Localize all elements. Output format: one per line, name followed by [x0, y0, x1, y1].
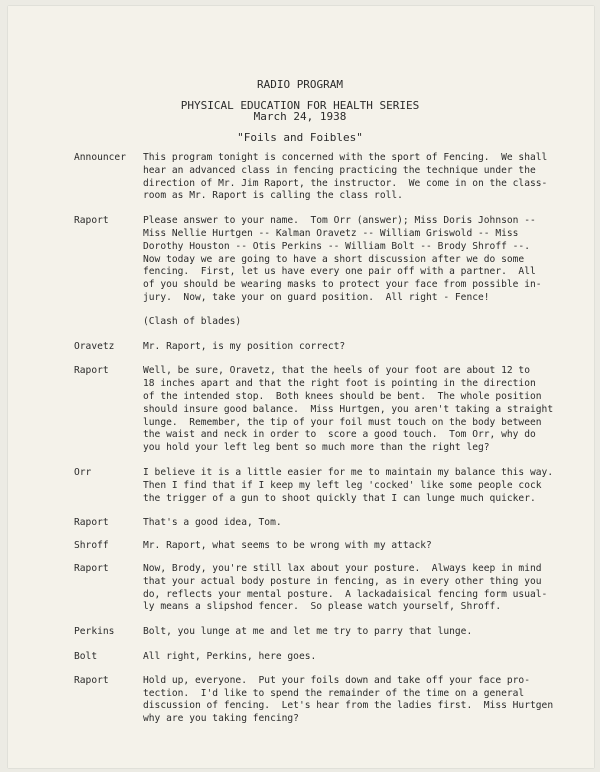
dialogue-text	[143, 651, 588, 664]
dialogue-line: room as Mr. Raport is calling the class roll.	[143, 190, 403, 202]
dialogue-line: Miss Nellie Hurtgen -- Kalman Oravetz -- William Griswold -- Miss	[143, 227, 519, 239]
dialogue-line: discussion of fencing. Let's hear from the ladies first. Miss Hurtgen	[143, 700, 554, 712]
dialogue-line: Then I find that if I keep my left leg 'cocked' like some people cock	[143, 479, 542, 491]
speaker-name: Raport	[74, 215, 109, 227]
dialogue-line: Now, Brody, you're still lax about your posture. Always keep in mind	[143, 562, 542, 574]
dialogue-line: that your actual body posture in fencing, as in every other thing you	[143, 575, 542, 587]
dialogue-line: Now today we are going to have a short discussion after we do some	[143, 253, 525, 265]
dialogue-text	[143, 316, 588, 329]
dialogue-line: why are you taking fencing?	[143, 713, 299, 725]
speaker-name: Raport	[74, 517, 109, 529]
dialogue-line: 18 inches apart and that the right foot is pointing in the direction	[143, 378, 536, 390]
dialogue-text	[143, 517, 588, 530]
dialogue-line: Bolt, you lunge at me and let me try to parry that lunge.	[143, 626, 473, 638]
dialogue-line: ly means a slipshod fencer. So please watch yourself, Shroff.	[143, 601, 502, 613]
dialogue-line: of you should be wearing masks to protect your face from possible in-	[143, 279, 542, 291]
dialogue-line: should insure good balance. Miss Hurtgen, you aren't taking a straight	[143, 403, 554, 415]
dialogue-line: you hold your left leg bent so much more than the right leg?	[143, 442, 490, 454]
dialogue-entry	[0, 651, 600, 664]
dialogue-line: direction of Mr. Jim Raport, the instructor. We come in on the class-	[143, 177, 548, 189]
dialogue-entry	[0, 563, 600, 614]
dialogue-line: lunge. Remember, the tip of your foil must touch on the body between	[143, 416, 542, 428]
dialogue-line: This program tonight is concerned with the sport of Fencing. We shall	[143, 152, 548, 163]
script-body	[0, 152, 600, 738]
dialogue-entry	[0, 467, 600, 505]
dialogue-line: Mr. Raport, is my position correct?	[143, 340, 346, 352]
speaker-name: Announcer	[74, 152, 126, 163]
dialogue-text	[143, 365, 588, 455]
dialogue-line: All right, Perkins, here goes.	[143, 650, 317, 662]
dialogue-entry	[0, 626, 600, 639]
dialogue-entry	[0, 316, 600, 329]
dialogue-entry	[0, 215, 600, 305]
dialogue-line: Dorothy Houston -- Otis Perkins -- William Bolt -- Brody Shroff --.	[143, 240, 530, 252]
dialogue-text	[143, 215, 588, 305]
dialogue-entry	[0, 675, 600, 726]
dialogue-text	[143, 675, 588, 726]
dialogue-line: hear an advanced class in fencing practicing the technique under the	[143, 164, 536, 176]
dialogue-line: jury. Now, take your on guard position. All right - Fence!	[143, 291, 490, 303]
speaker-name: Orr	[74, 466, 92, 478]
document-title: RADIO PROGRAM	[256, 78, 344, 91]
dialogue-text	[143, 152, 588, 203]
dialogue-line: Mr. Raport, what seems to be wrong with my attack?	[143, 540, 432, 552]
speaker-name: Bolt	[74, 650, 98, 662]
dialogue-line: do, reflects your mental posture. A lackadaisical fencing form usual-	[143, 588, 548, 600]
speaker-name: Raport	[74, 674, 109, 686]
dialogue-line: Hold up, everyone. Put your foils down and take off your face pro-	[143, 674, 530, 686]
dialogue-text	[143, 563, 588, 614]
dialogue-line: (Clash of blades)	[143, 315, 242, 327]
dialogue-text	[143, 626, 588, 639]
speaker-name: Raport	[74, 365, 109, 377]
dialogue-line: Well, be sure, Oravetz, that the heels of your foot are about 12 to	[143, 365, 530, 377]
dialogue-line: fencing. First, let us have every one pair off with a partner. All	[143, 266, 536, 278]
dialogue-line: the trigger of a gun to shoot quickly that I can lunge much quicker.	[143, 492, 536, 504]
dialogue-entry	[0, 540, 600, 553]
dialogue-line: I believe it is a little easier for me to maintain my balance this way.	[143, 466, 554, 478]
dialogue-line: That's a good idea, Tom.	[143, 517, 282, 529]
speaker-name: Raport	[74, 562, 109, 574]
dialogue-line: the waist and neck in order to score a good touch. Tom Orr, why do	[143, 429, 536, 441]
dialogue-line: tection. I'd like to spend the remainder of the time on a general	[143, 687, 525, 699]
episode-subtitle: "Foils and Foibles"	[237, 131, 363, 144]
broadcast-date: March 24, 1938	[253, 110, 347, 123]
dialogue-line: Please answer to your name. Tom Orr (answer); Miss Doris Johnson --	[143, 215, 536, 227]
dialogue-entry	[0, 365, 600, 455]
series-title: PHYSICAL EDUCATION FOR HEALTH SERIES	[180, 99, 420, 112]
dialogue-text	[143, 341, 588, 354]
speaker-name: Perkins	[74, 626, 115, 638]
dialogue-entry	[0, 152, 600, 203]
dialogue-entry	[0, 517, 600, 530]
speaker-name: Oravetz	[74, 340, 115, 352]
dialogue-text	[143, 467, 588, 505]
dialogue-text	[143, 540, 588, 553]
dialogue-line: of the intended stop. Both knees should be bent. The whole position	[143, 390, 542, 402]
speaker-name: Shroff	[74, 540, 109, 552]
dialogue-entry	[0, 341, 600, 354]
